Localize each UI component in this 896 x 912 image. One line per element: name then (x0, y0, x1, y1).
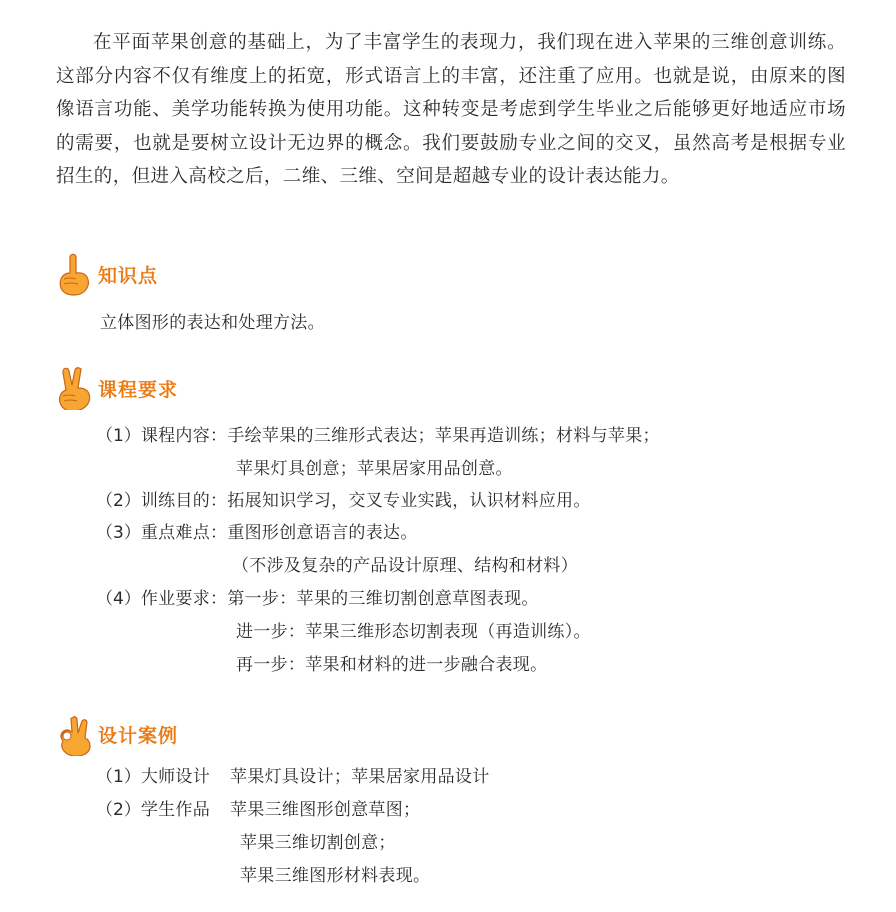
cases-title: 设计案例 (98, 724, 179, 747)
item-text: 苹果三维切割创意； (240, 833, 396, 853)
list-item (96, 486, 591, 511)
item-text: （不涉及复杂的产品设计原理、结构和材料） (232, 556, 578, 576)
item-label: 训练目的： (140, 491, 228, 511)
knowledge-text: 立体图形的表达和处理方法。 (100, 313, 325, 333)
list-item (96, 421, 660, 446)
knowledge-title: 知识点 (98, 264, 159, 287)
victory-hand-icon (54, 366, 94, 410)
ok-hand-icon (54, 712, 94, 756)
item-text: 拓展知识学习，交叉专业实践，认识材料应用。 (227, 491, 591, 511)
item-label: 重点难点： (140, 523, 228, 543)
item-number: （4） (96, 589, 141, 609)
list-item (96, 762, 490, 787)
course-heading (54, 366, 178, 410)
item-text: 第一步：苹果的三维切割创意草图表现。 (227, 589, 539, 609)
list-item (96, 584, 539, 609)
one-finger-hand-icon (54, 252, 94, 296)
item-label: 学生作品 (140, 800, 211, 820)
course-title: 课程要求 (98, 378, 179, 401)
item-text: 苹果灯具设计；苹果居家用品设计 (230, 767, 490, 787)
item-text: 重图形创意语言的表达。 (227, 523, 418, 543)
item-text: 手绘苹果的三维形式表达；苹果再造训练；材料与苹果； (227, 426, 660, 446)
list-item (96, 518, 418, 543)
intro-paragraph (56, 26, 846, 194)
item-text: 苹果三维图形材料表现。 (240, 866, 431, 886)
item-number: （2） (96, 800, 141, 820)
item-text: 苹果灯具创意；苹果居家用品创意。 (236, 459, 513, 479)
item-label: 课程内容： (140, 426, 228, 446)
item-number: （1） (96, 426, 141, 446)
item-text: 再一步：苹果和材料的进一步融合表现。 (236, 655, 548, 675)
cases-heading (54, 712, 178, 756)
list-item (96, 795, 420, 820)
item-number: （3） (96, 523, 141, 543)
item-number: （2） (96, 491, 141, 511)
item-number: （1） (96, 767, 141, 787)
item-label: 作业要求： (140, 589, 228, 609)
item-text: 进一步：苹果三维形态切割表现（再造训练）。 (236, 622, 591, 642)
intro-text: 在平面苹果创意的基础上，为了丰富学生的表现力，我们现在进入苹果的三维创意训练。这部分内容不仅有维度上的拓宽，形式语言上的丰富，还注重了应用。也就是说，由原来的图像语言功能、美学功能转换为使用功能。这种转变是考虑到学生毕业之后能够更好地适应市场的需要，也就是要树立设计无边界的概念。我们要鼓励专业之间的交叉，虽然高考是根据专业招生的，但进入高校之后，二维、三维、空间是超越专业的设计表达能力。 (56, 32, 846, 187)
item-label: 大师设计 (140, 767, 211, 787)
item-text: 苹果三维图形创意草图； (230, 800, 421, 820)
knowledge-heading (54, 252, 158, 296)
